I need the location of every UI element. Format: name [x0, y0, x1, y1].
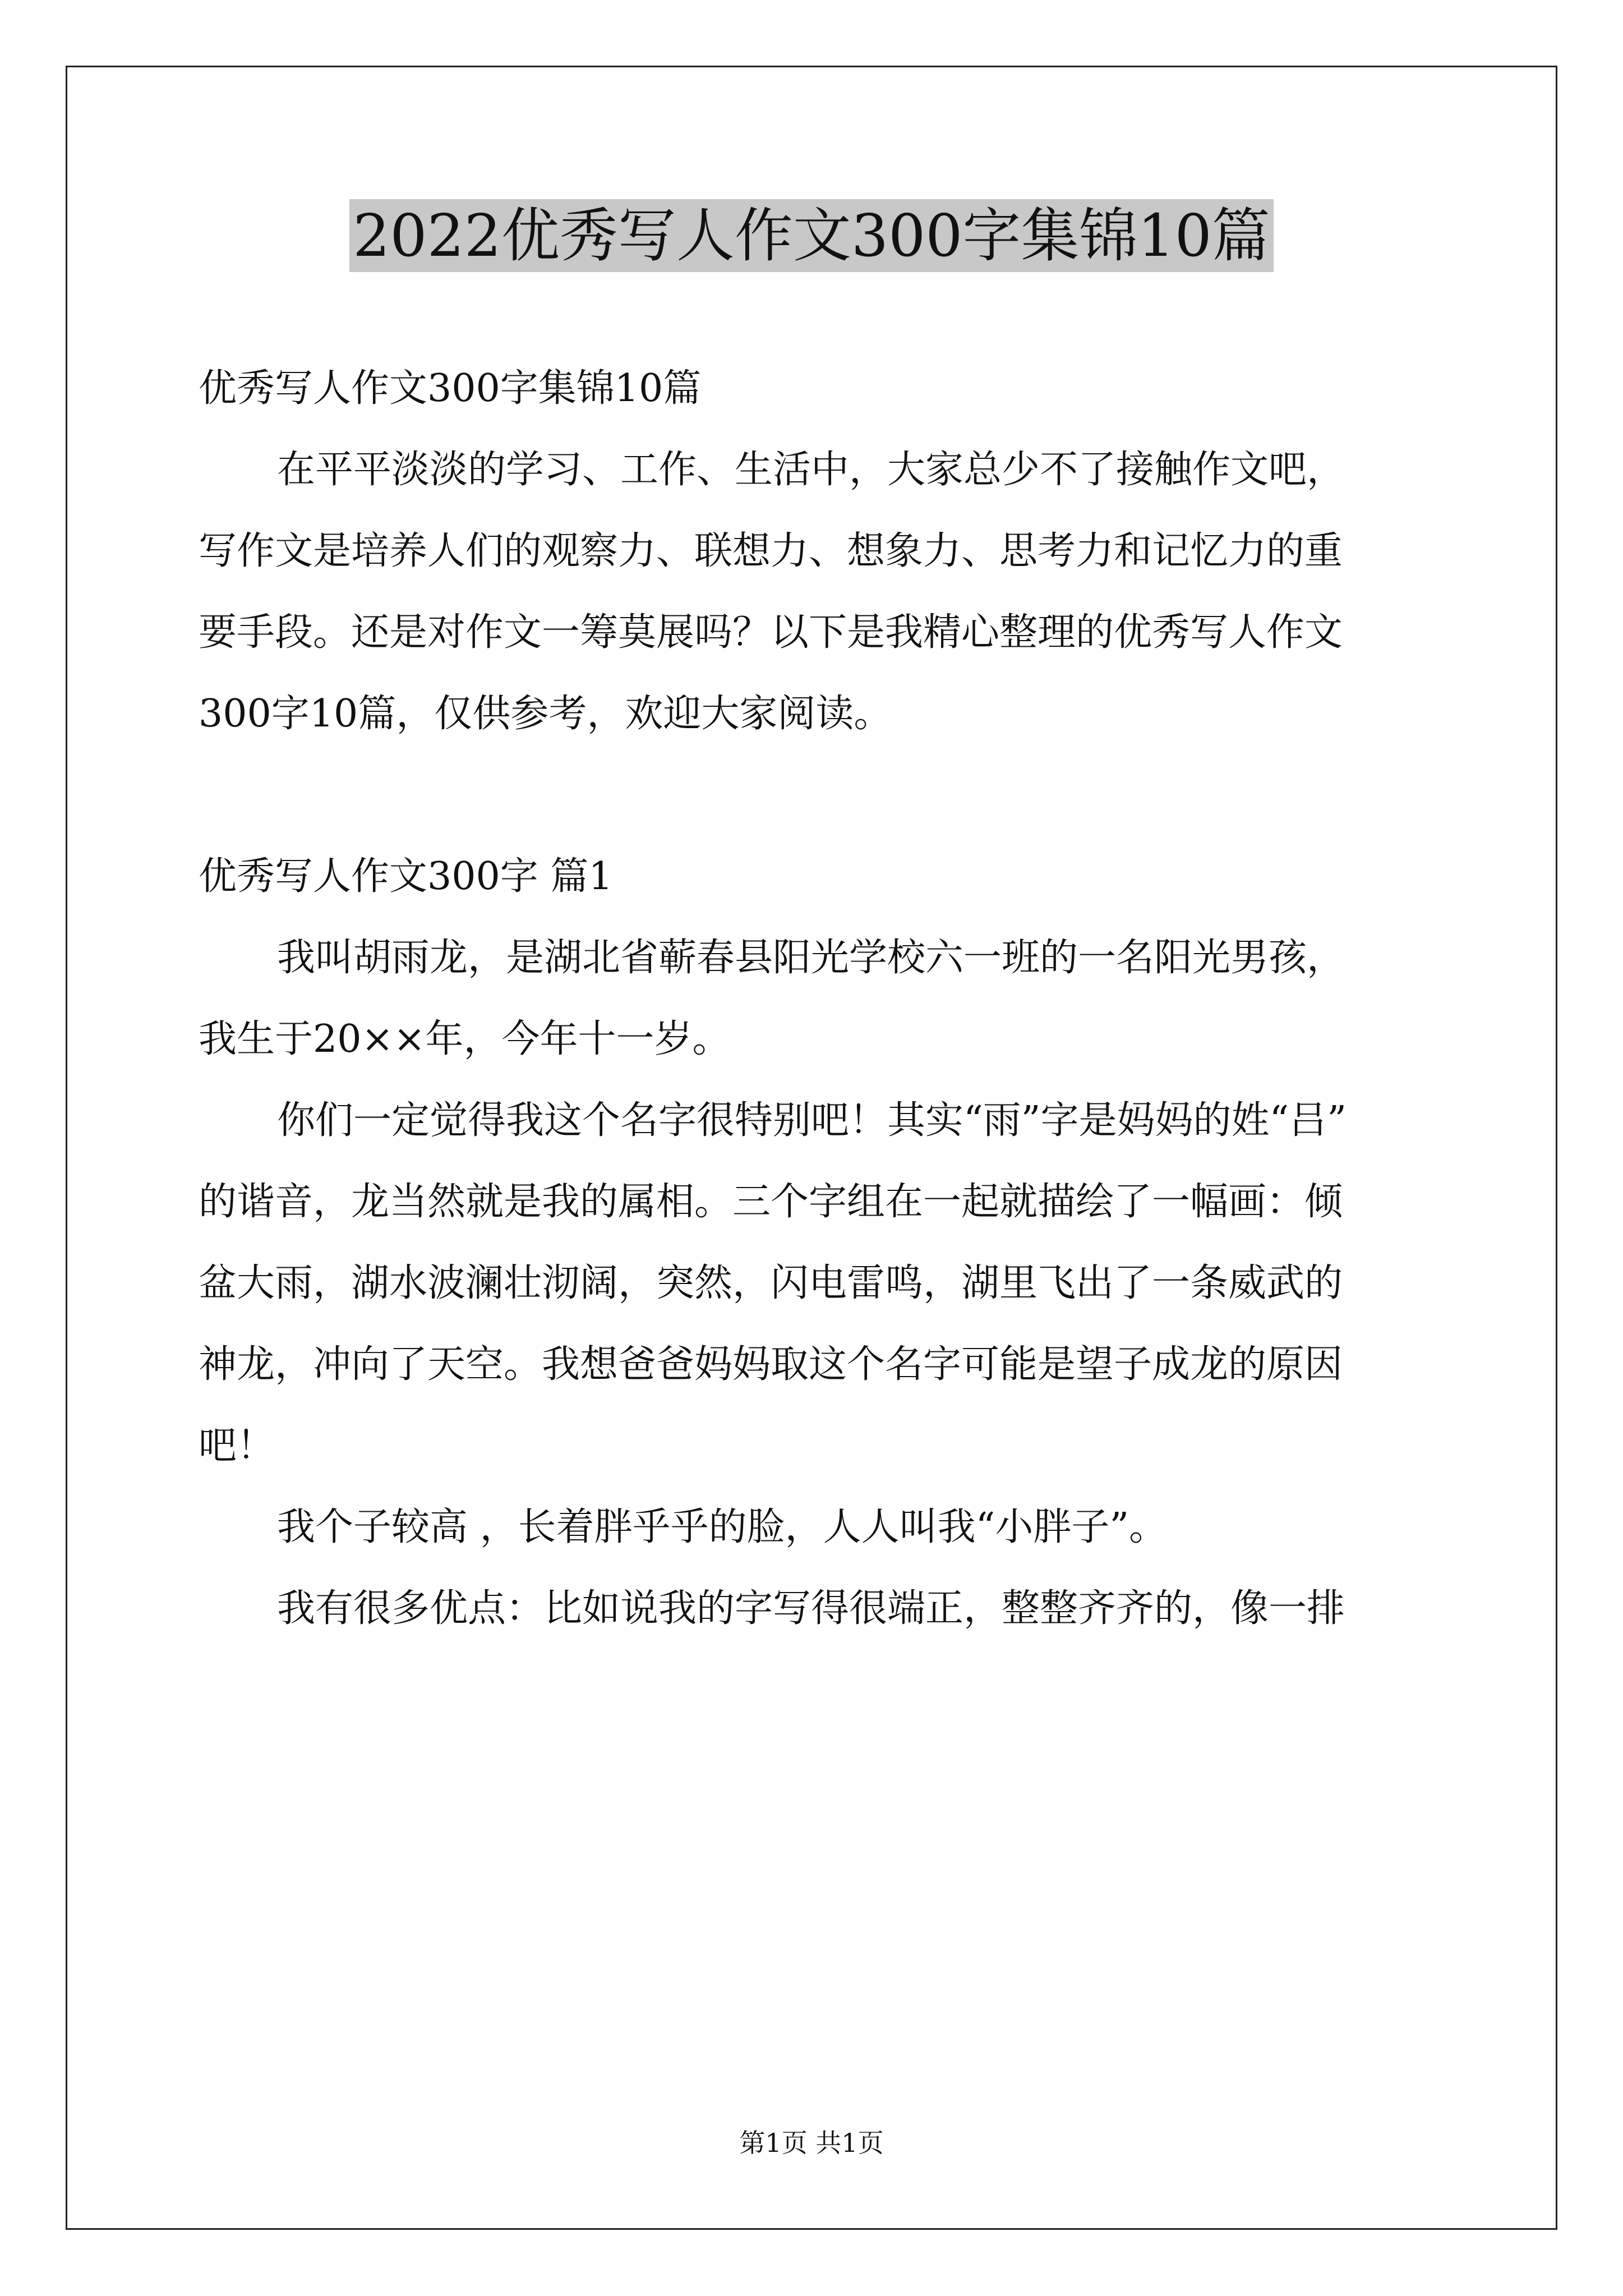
page-footer: 第1页 共1页: [739, 2128, 884, 2158]
intro-paragraph-line: 在平平淡淡的学习、工作、生活中，大家总少不了接触作文吧，: [277, 448, 1345, 492]
document-title: 2022优秀写人作文300字集锦10篇: [349, 199, 1274, 272]
body-paragraph-line: 的谐音，龙当然就是我的属相。三个字组在一起就描绘了一幅画：倾: [199, 1180, 1343, 1224]
intro-paragraph-line: 300字10篇，仅供参考，欢迎大家阅读。: [199, 692, 892, 736]
title-container: [0, 199, 1623, 272]
body-paragraph-line: 盆大雨，湖水波澜壮沏阔，突然，闪电雷鸣，湖里飞出了一条威武的: [199, 1261, 1343, 1305]
document-subtitle: 优秀写人作文300字集锦10篇: [199, 366, 702, 411]
intro-paragraph-line: 写作文是培养人们的观察力、联想力、想象力、思考力和记忆力的重: [199, 529, 1343, 573]
document-body: [199, 348, 1427, 1649]
body-paragraph-line: 吧！: [199, 1424, 275, 1468]
body-paragraph-line: 你们一定觉得我这个名字很特别吧！其实“雨”字是妈妈的姓“吕”: [277, 1098, 1347, 1143]
body-paragraph-line: 我生于20××年，今年十一岁。: [199, 1017, 731, 1061]
body-paragraph-line: 我有很多优点：比如说我的字写得很端正，整整齐齐的，像一排: [277, 1586, 1345, 1631]
body-paragraph-line: 我个子较高 ，长着胖乎乎的脸，人人叫我“小胖子”。: [277, 1505, 1168, 1549]
intro-paragraph-line: 要手段。还是对作文一筹莫展吗？以下是我精心整理的优秀写人作文: [199, 610, 1343, 655]
body-paragraph-line: 我叫胡雨龙，是湖北省蕲春县阳光学校六一班的一名阳光男孩，: [277, 936, 1345, 980]
section-heading: 优秀写人作文300字 篇1: [199, 854, 613, 899]
paragraph-gap: [199, 754, 1427, 836]
body-paragraph-line: 神龙，冲向了天空。我想爸爸妈妈取这个名字可能是望子成龙的原因: [199, 1342, 1343, 1387]
